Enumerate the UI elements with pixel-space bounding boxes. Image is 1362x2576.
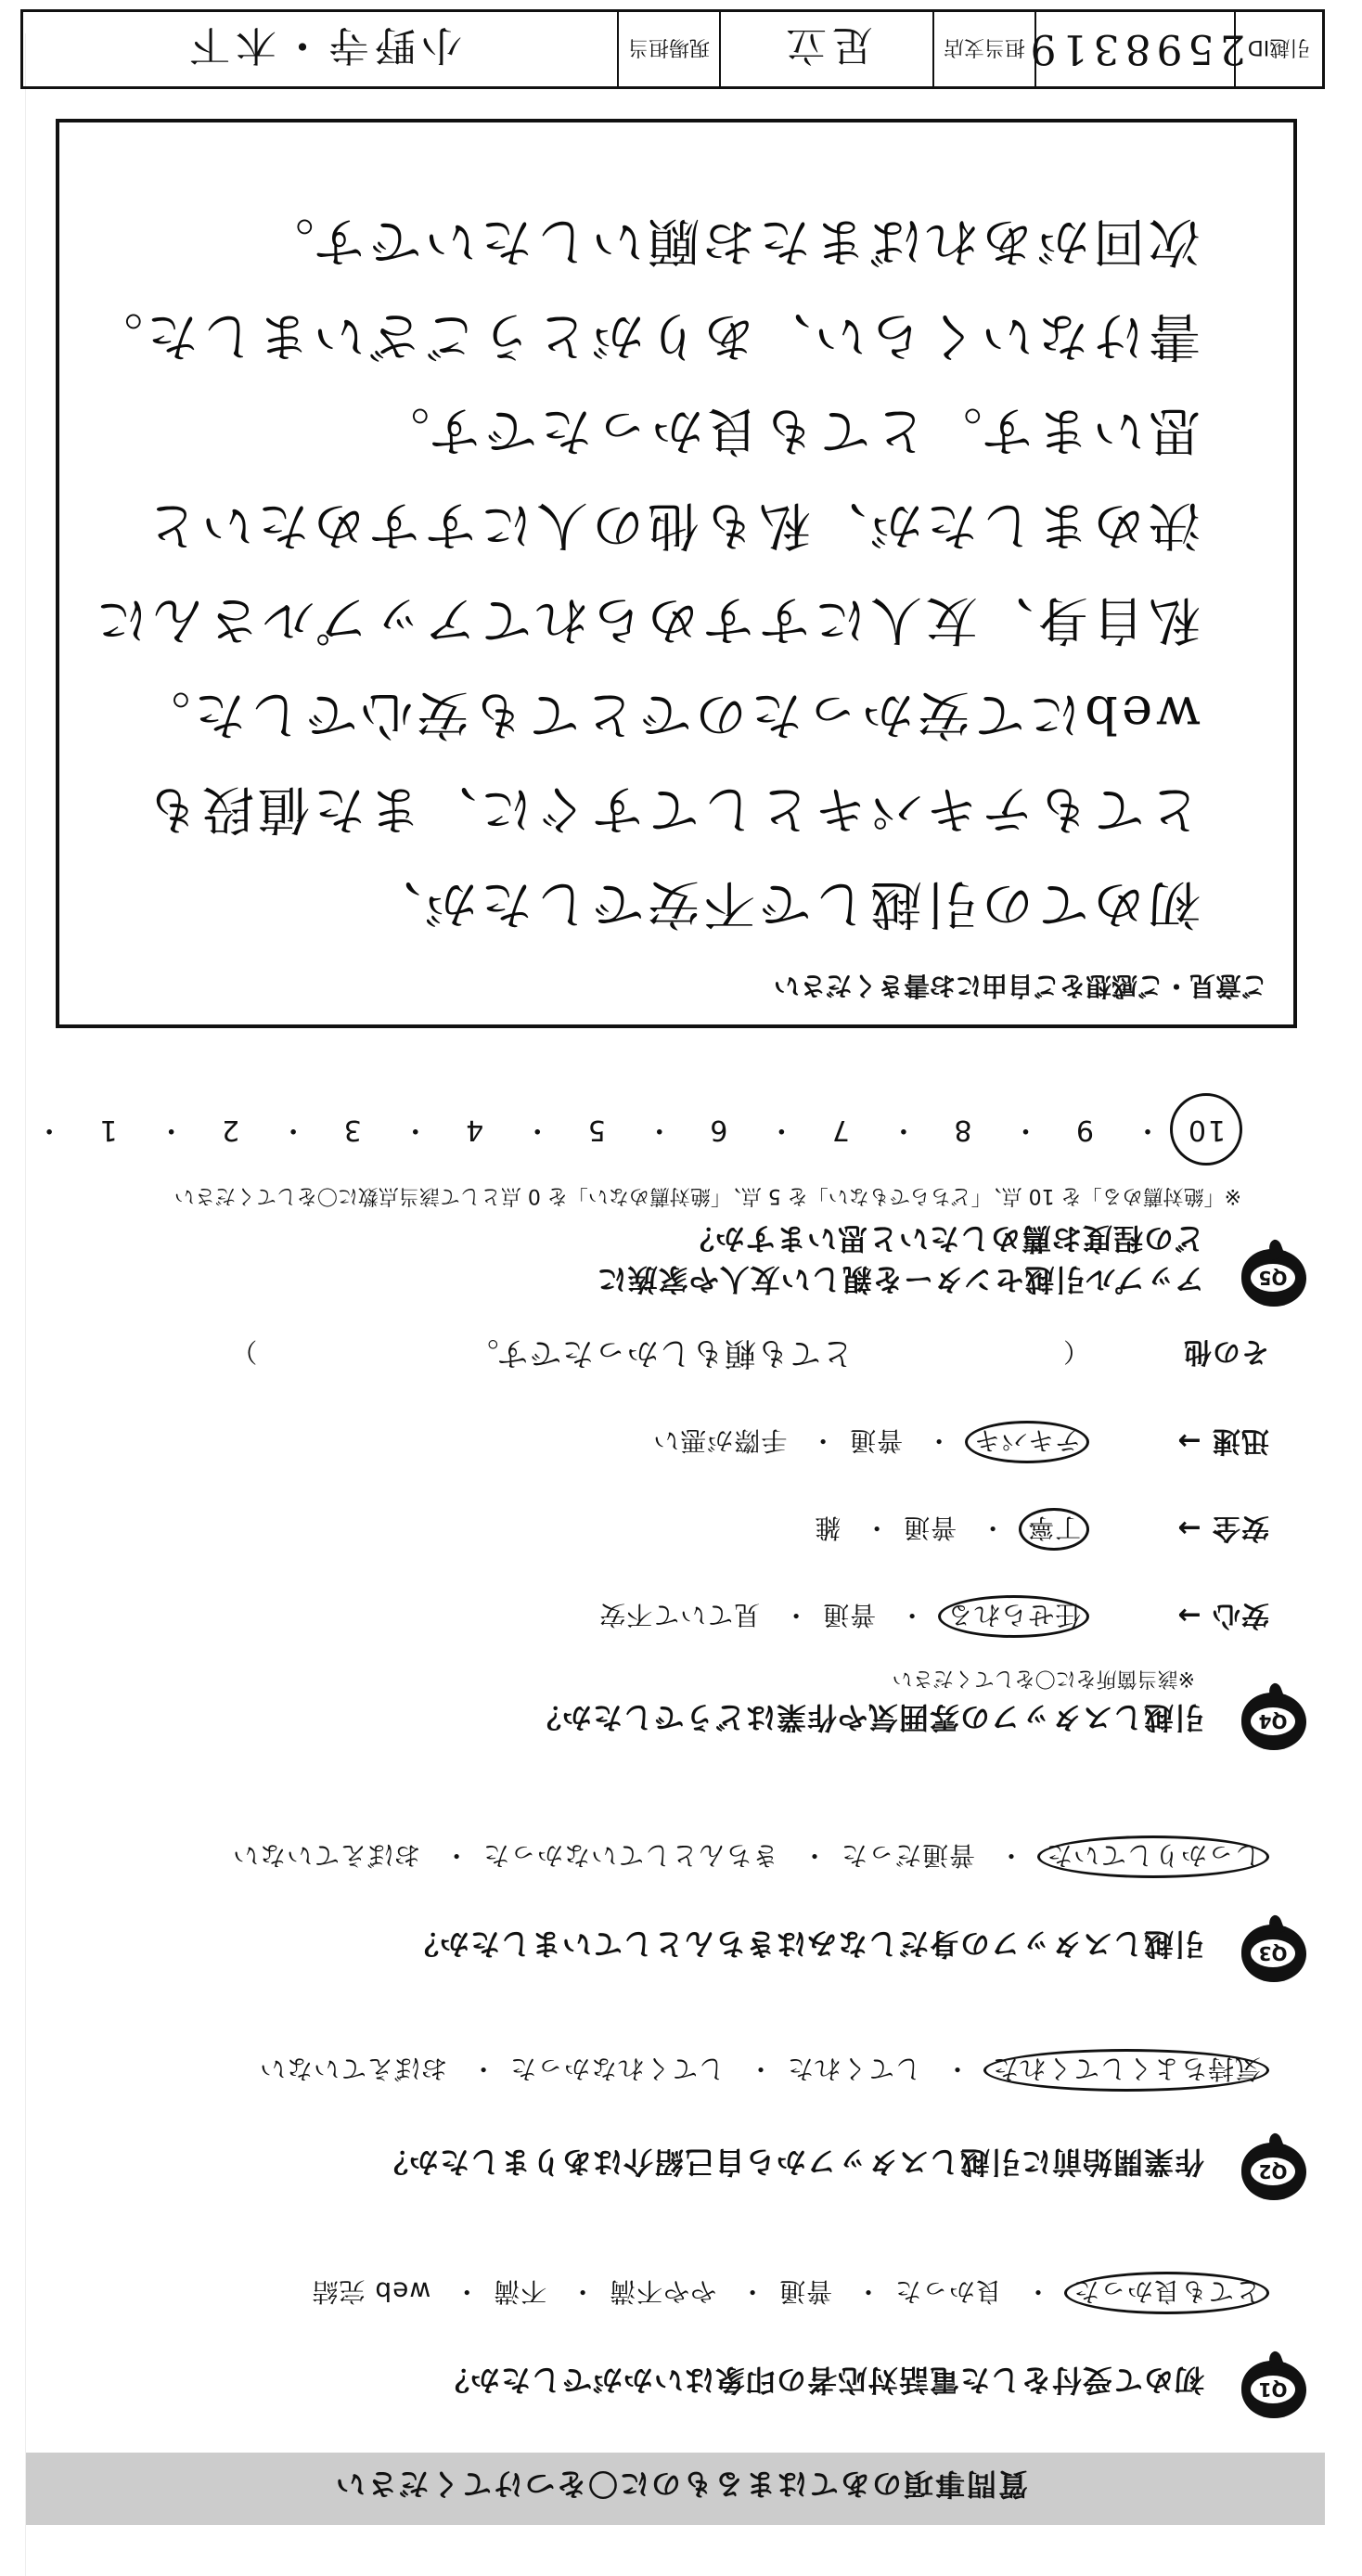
q4-option-selected[interactable]: 任せられる — [938, 1595, 1089, 1638]
q3-option[interactable]: きちんとしていなかった — [482, 1840, 779, 1871]
q3-badge-icon: Q3 — [1225, 1917, 1306, 1982]
q2-question: 作業開始前に引越しスタッフから自己紹介はありましたか？ — [377, 2145, 1204, 2180]
q5-score[interactable]: 1 — [97, 1114, 118, 1146]
q3-option-selected[interactable]: しっかりしていた — [1037, 1835, 1269, 1878]
q4-option[interactable]: 雑 — [814, 1513, 842, 1543]
q5-score[interactable] — [0, 1114, 31, 1146]
q4-other-value[interactable]: とても頼もしかったです。 — [466, 1334, 854, 1372]
q5-score[interactable]: 3 — [341, 1114, 362, 1146]
q5-score[interactable]: 2 — [220, 1114, 240, 1146]
q4-row-label: 安全 → — [1176, 1512, 1269, 1544]
branch-label: 担当支店 — [932, 12, 1034, 86]
q4-badge-icon: Q4 — [1225, 1685, 1306, 1750]
q2-option[interactable]: してくれなかった — [509, 2054, 726, 2084]
q3-option[interactable]: おぼえていない — [232, 1840, 421, 1871]
q4-option[interactable]: 手際が悪い — [652, 1425, 788, 1456]
q4-row-label: 迅速 → — [1176, 1424, 1269, 1457]
q5-badge-icon: Q5 — [1225, 1242, 1306, 1307]
q2-option[interactable]: してくれた — [787, 2054, 922, 2084]
q3-option[interactable]: 普通だった — [841, 1840, 976, 1871]
q1-option-selected[interactable]: とても良かった — [1064, 2272, 1269, 2314]
q5-question-line1: アップル引越センターを親しい友人や家族に — [596, 1262, 1204, 1297]
q4-option[interactable]: 見ていて不安 — [598, 1600, 761, 1630]
q1-option[interactable]: やや不満 — [609, 2276, 717, 2307]
q4-option[interactable]: 普通 — [849, 1425, 904, 1456]
q5-score[interactable]: 6 — [708, 1114, 728, 1146]
q4-option-selected[interactable]: テキパキ — [965, 1421, 1089, 1463]
q5-note: ※「絶対薦める」を 10 点、「どちらでもない」を 5 点、「絶対薦めない」を 0 点として該当点数に〇をしてください — [173, 1184, 1241, 1207]
branch-value: 足立 — [719, 12, 932, 86]
q4-note: ※該当箇所をに〇をしてください — [892, 1667, 1195, 1690]
q1-option[interactable]: 不満 — [493, 2276, 547, 2307]
q4-option[interactable]: 普通 — [903, 1513, 957, 1543]
q1-option[interactable]: web 完結 — [311, 2276, 431, 2307]
q5-score[interactable]: 8 — [952, 1114, 972, 1146]
q1-question: 初めて受付をした電話対応者の印象はいかがでしたか？ — [438, 2363, 1204, 2398]
q4-option[interactable]: 普通 — [822, 1600, 877, 1630]
q4-other-label: その他 — [1183, 1335, 1269, 1368]
q2-option[interactable]: おぼえていない — [259, 2054, 448, 2084]
q3-question: 引越しスタッフの身だしなみはきちんとしていましたか？ — [407, 1926, 1204, 1962]
q5-score[interactable]: 5 — [585, 1114, 606, 1146]
comment-box[interactable] — [56, 119, 1297, 1028]
q2-badge-icon: Q2 — [1225, 2135, 1306, 2200]
q4-row-jinsoku: 迅速 → テキパキ・ 普通・ 手際が悪い — [639, 1421, 1269, 1464]
q4-row-anshin: 安心 → 任せられる・ 普通・ 見ていて不安 — [585, 1595, 1269, 1639]
q5-score[interactable]: 4 — [464, 1114, 484, 1146]
q5-score[interactable]: 7 — [829, 1114, 850, 1146]
id-label: 引越ID — [1234, 12, 1322, 86]
q4-other: その他 （ とても頼もしかったです。 ） — [217, 1333, 1269, 1379]
instruction-text: 質問事項のあてはまるものに〇をつけてください — [333, 2467, 1028, 2502]
comment-title: ご意見・ご感想をご自由にお書きください — [773, 971, 1267, 1001]
q4-option-selected[interactable]: 丁寧 — [1019, 1508, 1089, 1551]
q1-options: とても良かった・ 良かった・ 普通・ やや不満・ 不満・ web 完結 — [299, 2272, 1270, 2314]
q5-score-selected[interactable]: 10 — [1170, 1093, 1242, 1166]
q3-options: しっかりしていた・ 普通だった・ きちんとしていなかった・ おぼえていない — [219, 1835, 1269, 1878]
q2-option-selected[interactable]: 気持ちよくしてくれた — [983, 2049, 1269, 2092]
q1-badge-icon: Q1 — [1225, 2353, 1306, 2418]
comment-handwriting: 初めての引越しで不安でしたが、 とてもテキパキとしてすぐに、また値段も webにて安かったのでとても安心でした。 私自身、友人にすすめられてアップルさんに 決めましたが、私も他の人にすすめたいと 思います。とても良かったです。 書けないくらい、ありがとうございました。 次回があればまたお願いしたいです。 — [87, 211, 1201, 934]
q1-option[interactable]: 良かった — [894, 2276, 1003, 2307]
staff-value: 小野寺・木下 — [184, 21, 462, 69]
q4-question: 引越しスタッフの雰囲気や作業はどうでしたか？ — [530, 1700, 1204, 1735]
id-value: 2598319 — [1034, 12, 1234, 86]
staff-label: 現場担当 — [617, 12, 719, 86]
q1-option[interactable]: 普通 — [778, 2276, 833, 2307]
q4-row-anzen: 安全 → 丁寧・ 普通・ 雑 — [801, 1508, 1269, 1552]
info-table — [20, 9, 1325, 89]
q5-score[interactable]: 9 — [1073, 1114, 1094, 1146]
q5-question-line2: どの程度お薦めしたいと思いますか？ — [683, 1221, 1204, 1256]
q5-rating-scale: 10・ 9・ 8・ 7・ 6・ 5・ 4・ 3・ 2・ 1・ — [0, 1093, 1251, 1166]
q4-row-label: 安心 → — [1176, 1599, 1269, 1631]
q2-options: 気持ちよくしてくれた・ してくれた・ してくれなかった・ おぼえていない — [246, 2049, 1269, 2092]
